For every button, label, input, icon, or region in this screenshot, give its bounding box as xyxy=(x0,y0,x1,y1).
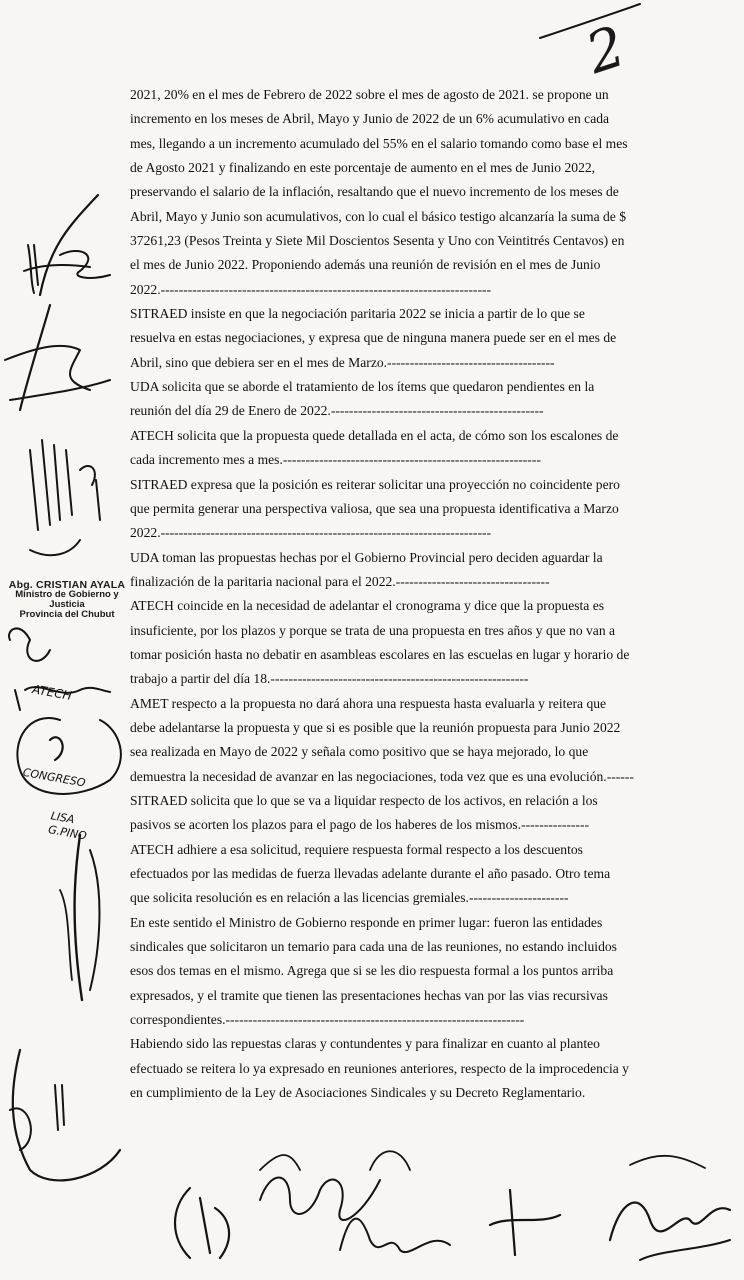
text-line: SITRAED insiste en que la negociación paritaria 2022 se inicia a partir de lo que se xyxy=(130,306,585,322)
text-line: efectuado se reitera lo ya expresado en reuniones anteriores, respecto de la improcedencia y xyxy=(130,1060,629,1076)
text-line: trabajo a partir del día 18.--------------------------------------------------------- xyxy=(130,671,529,687)
text-line: esos dos temas en el mismo. Agrega que si se les dio respuesta formal a los puntos arriba xyxy=(130,963,614,979)
text-line: de Agosto 2021 y finalizando en este porcentaje de aumento en el mes de Junio 2022, xyxy=(130,160,596,176)
page-number: 2 xyxy=(578,14,633,87)
text-line: preservando el salario de la inflación, resaltando que el nuevo incremento de los meses de xyxy=(130,184,619,200)
text-line: En este sentido el Ministro de Gobierno responde en primer lugar: fueron las entidades xyxy=(130,914,603,930)
document-body xyxy=(130,83,686,1105)
margin-signature-3 xyxy=(20,430,120,570)
inline-signature-flourish xyxy=(250,1140,710,1180)
text-line: expresados, y el tramite que tienen las presentaciones hechas van por las vias recursivas xyxy=(130,987,608,1003)
text-line: AMET respecto a la propuesta no dará ahora una respuesta hasta evaluarla y reitera que xyxy=(130,695,607,711)
bottom-signature-5 xyxy=(600,1180,740,1270)
text-line: demuestra la necesidad de avanzar en las negociaciones, toda vez que es una evolución.------ xyxy=(130,768,634,784)
text-line: tomar posición hasta no debatir en asambleas escolares en las escuelas en lugar y horario de xyxy=(130,646,630,662)
text-line: el mes de Junio 2022. Proponiendo además una reunión de revisión en el mes de Junio xyxy=(130,257,601,273)
text-line: resuelva en estas negociaciones, y expresa que de ninguna manera puede ser en el mes de xyxy=(130,330,617,346)
margin-note-lisa: LISA xyxy=(49,809,76,827)
margin-signature-5 xyxy=(20,830,130,1010)
margin-signature-4 xyxy=(0,620,130,820)
text-line: que permita generar una perspectiva valiosa, que sea una propuesta identificativa a Marzo xyxy=(130,500,619,516)
text-line: incremento en los meses de Abril, Mayo y Junio de 2022 de un 6% acumulativo en cada xyxy=(130,111,610,127)
text-line: sindicales que solicitaron un temario para cada una de las reuniones, no estando incluidos xyxy=(130,939,617,955)
stamp-name: Abg. CRISTIAN AYALA xyxy=(8,579,126,591)
text-line: que solicita resolución es en relación a las licencias gremiales.---------------------- xyxy=(130,890,569,906)
text-line: insuficiente, por los plazos y porque se trata de una propuesta en tres años y que no van a xyxy=(130,622,616,638)
margin-note-atech: ATECH xyxy=(31,682,73,703)
text-line: pasivos se acorten los plazos para el pago de los haberes de los mismos.--------------- xyxy=(130,817,590,833)
text-line: reunión del día 29 de Enero de 2022.----------------------------------------------- xyxy=(130,403,544,419)
margin-signature-1 xyxy=(10,185,120,305)
text-line: 2021, 20% en el mes de Febrero de 2022 sobre el mes de agosto de 2021. se propone un xyxy=(130,87,609,102)
margin-note-congreso: CONGRESO xyxy=(21,765,87,790)
text-line: UDA solicita que se aborde el tratamiento de los ítems que quedaron pendientes en la xyxy=(130,379,595,395)
margin-signature-2 xyxy=(0,300,120,420)
bottom-signature-4 xyxy=(470,1185,570,1265)
margin-note-gpino: G.PINO xyxy=(47,823,88,843)
text-line: en cumplimiento de la Ley de Asociaciones Sindicales y su Decreto Reglamentario. xyxy=(130,1085,586,1101)
text-line: debe adelantarse la propuesta y que si es posible que la reunión propuesta para Junio 2022 xyxy=(130,719,621,735)
official-stamp xyxy=(2,580,132,620)
text-line: ATECH coincide en la necesidad de adelantar el cronograma y dice que la propuesta es xyxy=(130,598,605,614)
text-line: 37261,23 (Pesos Treinta y Siete Mil Doscientos Sesenta y Uno con Veintitrés Centavos) en xyxy=(130,233,625,249)
text-line: Abril, Mayo y Junio son acumulativos, con lo cual el básico testigo alcanzaría la suma de $ xyxy=(130,208,627,224)
text-line: Habiendo sido las repuestas claras y contundentes y para finalizar en cuanto al planteo xyxy=(130,1036,600,1052)
text-line: mes, llegando a un incremento acumulado del 55% en el salario tomando como base el mes xyxy=(130,135,628,151)
text-line: correspondientes.------------------------------------------------------------------ xyxy=(130,1012,525,1028)
text-line: UDA toman las propuestas hechas por el Gobierno Provincial pero deciden aguardar la xyxy=(130,549,603,565)
text-line: cada incremento mes a mes.--------------------------------------------------------- xyxy=(130,452,541,468)
text-line: 2022.------------------------------------------------------------------------- xyxy=(130,281,492,297)
text-line: SITRAED solicita que lo que se va a liquidar respecto de los activos, en relación a los xyxy=(130,792,598,808)
bottom-signature-1 xyxy=(160,1178,250,1268)
text-line: finalización de la paritaria nacional para el 2022.---------------------------------- xyxy=(130,573,550,589)
margin-signature-6 xyxy=(0,1040,130,1190)
text-line: efectuados por las medidas de fuerza llevadas adelante durante el año pasado. Otro tema xyxy=(130,866,611,881)
text-line: Abril, sino que debiera ser en el mes de Marzo.------------------------------------- xyxy=(130,354,555,370)
text-line: ATECH solicita que la propuesta quede detallada en el acta, de cómo son los escalones de xyxy=(130,427,619,443)
stamp-line-1: Ministro de Gobierno y Justicia xyxy=(15,589,119,610)
stamp-line-2: Provincia del Chubut xyxy=(19,609,115,620)
text-line: ATECH adhiere a esa solicitud, requiere respuesta formal respecto a los descuentos xyxy=(130,841,583,857)
text-line: SITRAED expresa que la posición es reiterar solicitar una proyección no coincidente pero xyxy=(130,476,620,492)
text-line: sea realizada en Mayo de 2022 y señala como positivo que se haya mejorado, lo que xyxy=(130,744,589,760)
text-line: 2022.------------------------------------------------------------------------- xyxy=(130,525,492,541)
page-number-flourish xyxy=(530,0,650,60)
bottom-signature-3 xyxy=(330,1200,460,1270)
